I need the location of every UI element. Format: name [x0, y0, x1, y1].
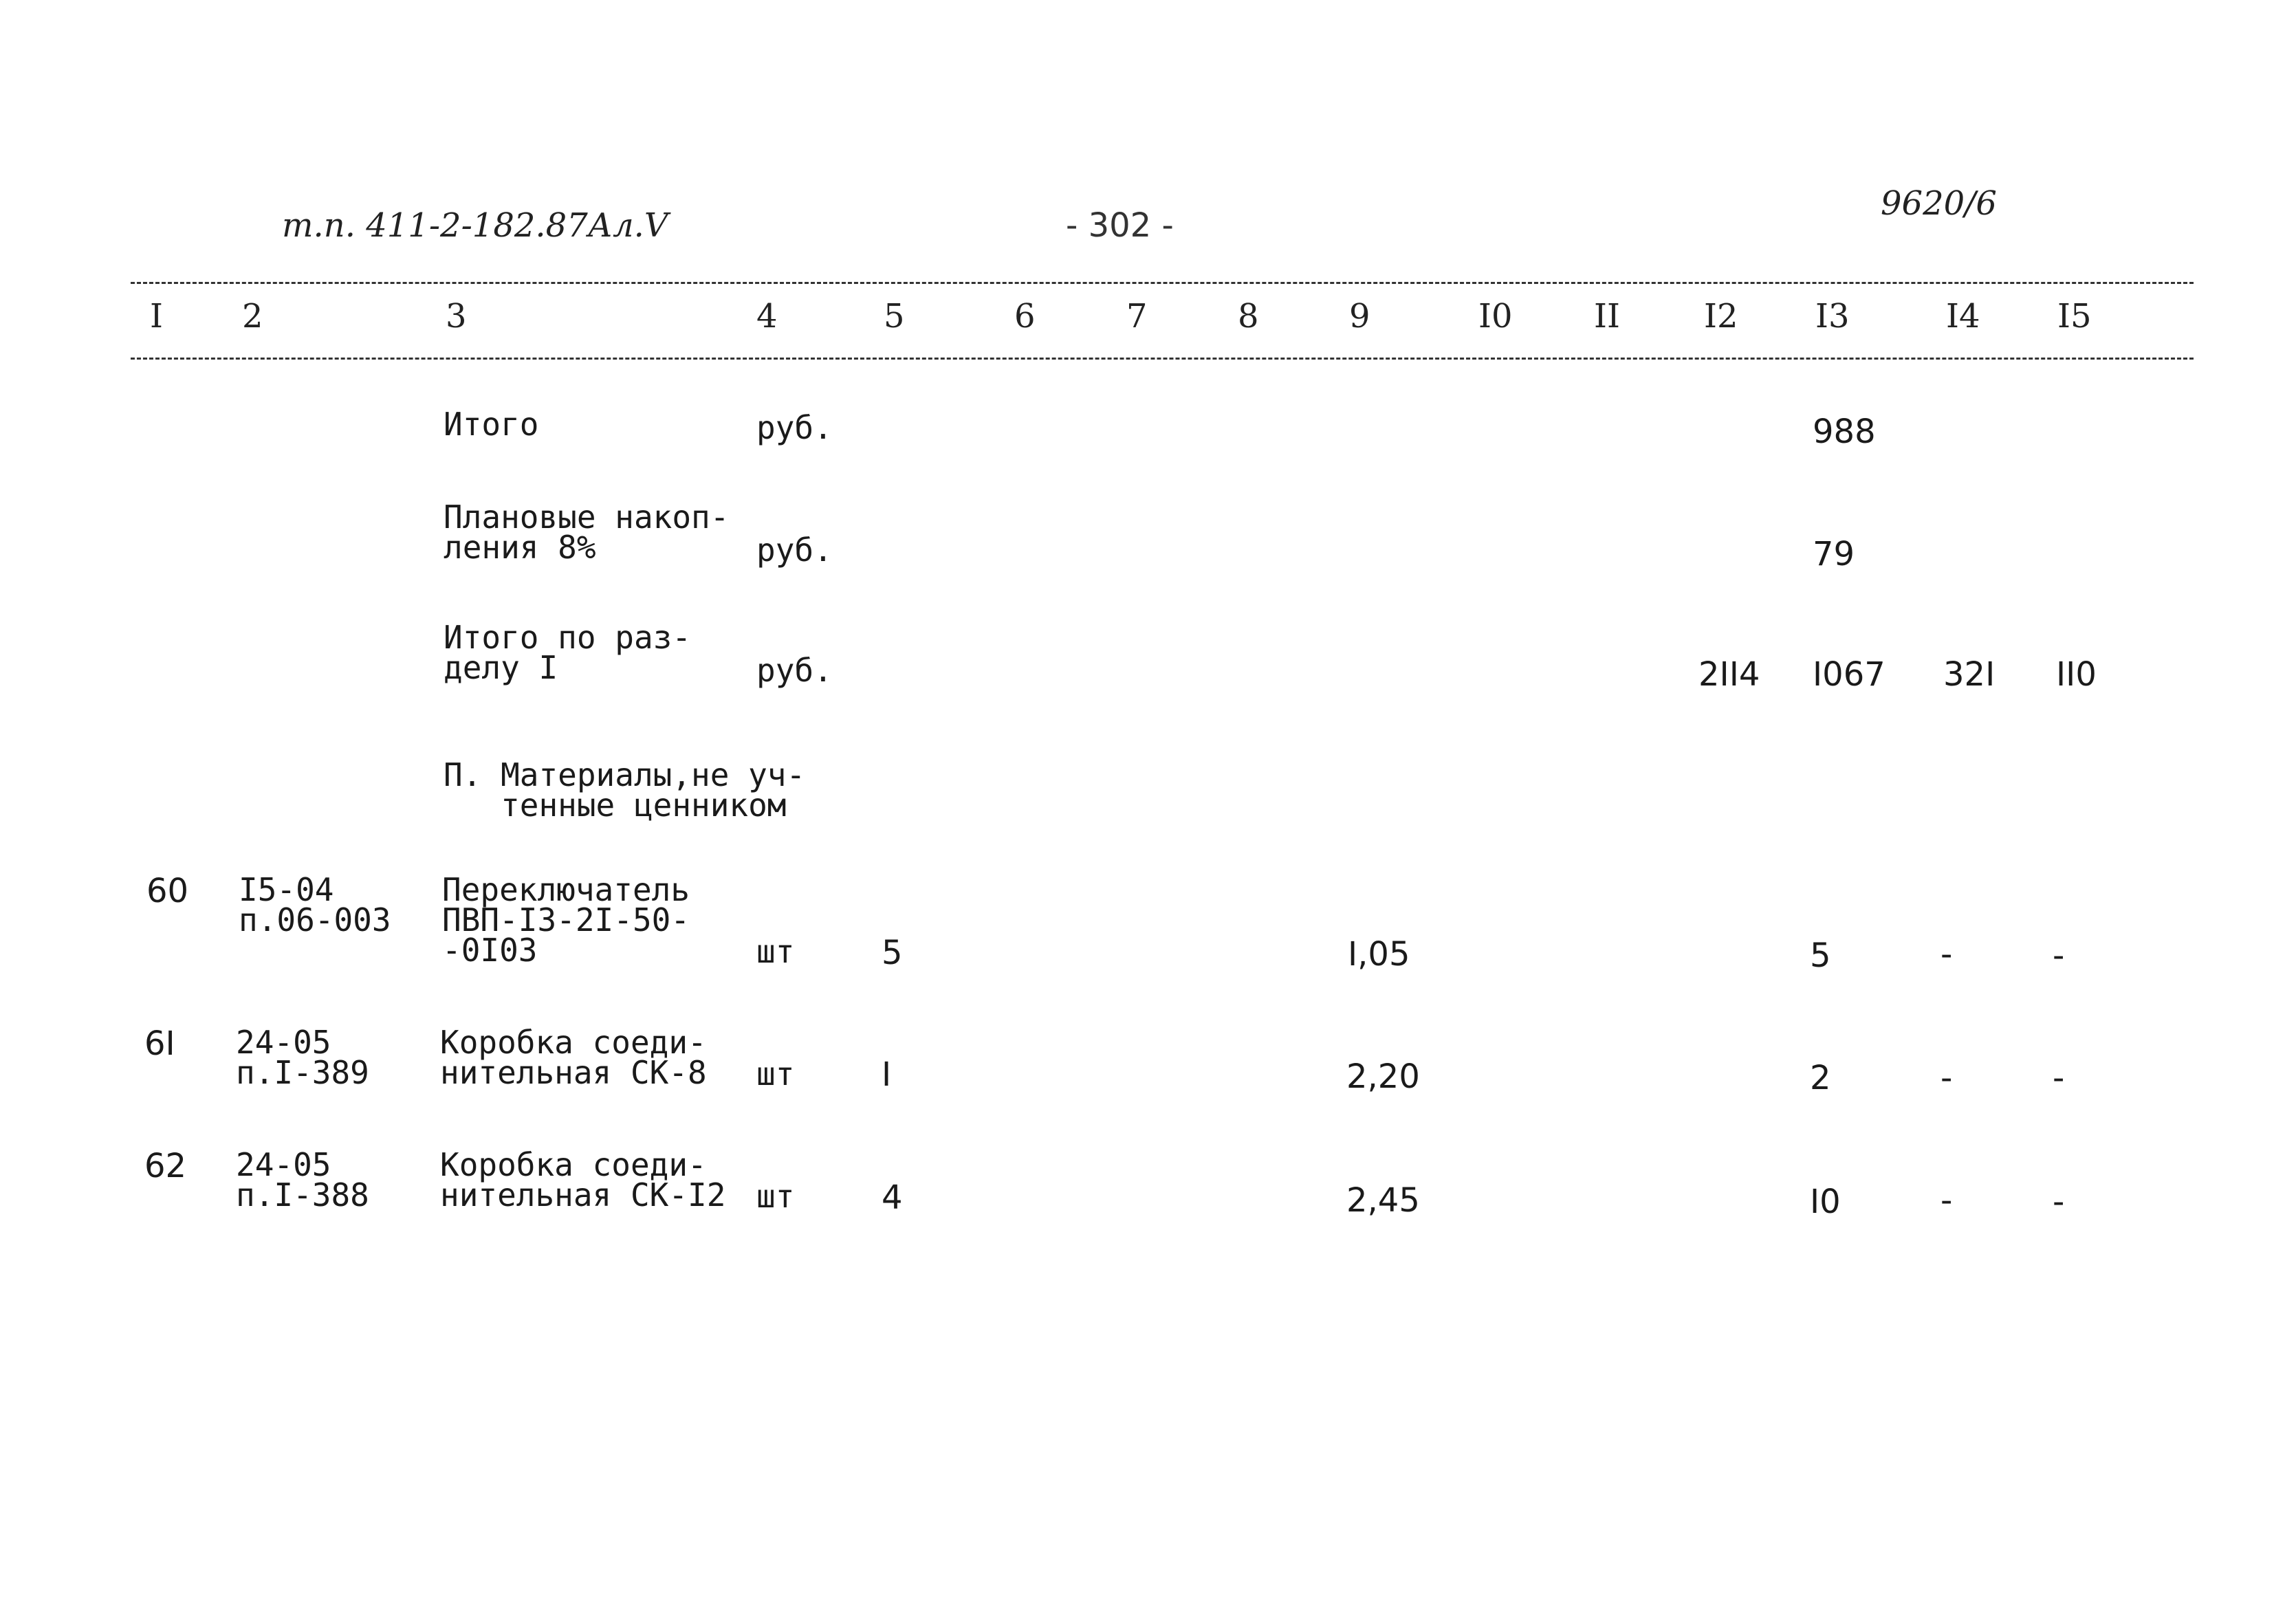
row-col9: I,05 — [1348, 935, 1410, 974]
row-col13: I0 — [1810, 1183, 1841, 1221]
row-qty: 5 — [882, 934, 903, 972]
row-col13: I067 — [1813, 655, 1885, 694]
column-header-10: I0 — [1478, 297, 1513, 336]
row-col9: 2,20 — [1346, 1057, 1420, 1096]
column-header-7: 7 — [1126, 297, 1148, 336]
header-rule-top — [131, 282, 2194, 284]
row-col13: 5 — [1810, 936, 1831, 975]
row-col9: 2,45 — [1346, 1181, 1420, 1220]
column-header-11: II — [1594, 297, 1620, 336]
row-col14: - — [1940, 1059, 1953, 1097]
row-name: Итого — [444, 406, 539, 443]
row-number: 6I — [144, 1024, 175, 1063]
page-number: - 302 - — [1066, 206, 1174, 245]
sheet-number: 9620/6 — [1881, 184, 1997, 223]
row-col12: 2II4 — [1698, 655, 1760, 694]
row-unit: шт — [756, 1178, 795, 1215]
row-code: 24-05 п.I-388 — [236, 1146, 369, 1214]
row-code: I5-04 п.06-003 — [239, 871, 391, 939]
row-number: 62 — [144, 1147, 187, 1185]
header-rule-bottom — [131, 358, 2194, 360]
column-header-5: 5 — [884, 297, 905, 336]
row-qty: I — [882, 1055, 892, 1094]
row-code: 24-05 п.I-389 — [236, 1024, 369, 1091]
row-number: 60 — [146, 872, 189, 910]
row-col15: - — [2053, 1059, 2065, 1097]
row-col14: 32I — [1943, 655, 1996, 694]
row-unit: руб. — [756, 652, 833, 689]
column-header-2: 2 — [242, 297, 263, 336]
row-col14: - — [1940, 1181, 1953, 1220]
row-col14: - — [1940, 935, 1953, 974]
row-name: Итого по раз- делу I — [444, 619, 692, 686]
column-header-9: 9 — [1349, 297, 1370, 336]
row-unit: шт — [756, 933, 795, 970]
column-header-4: 4 — [756, 297, 778, 336]
column-header-14: I4 — [1946, 297, 1980, 336]
row-col15: - — [2053, 936, 2065, 975]
column-header-6: 6 — [1014, 297, 1036, 336]
row-col15: II0 — [2056, 655, 2097, 694]
section-title: П. Материалы,не уч- тенные ценником — [444, 756, 806, 824]
row-col13: 2 — [1810, 1059, 1831, 1097]
row-name: Плановые накоп- ления 8% — [444, 498, 730, 566]
row-unit: руб. — [756, 531, 833, 569]
column-header-12: I2 — [1704, 297, 1738, 336]
row-qty: 4 — [882, 1178, 903, 1217]
column-header-8: 8 — [1238, 297, 1259, 336]
column-header-13: I3 — [1815, 297, 1850, 336]
row-name: Коробка соеди- нительная СК-I2 — [440, 1146, 726, 1214]
column-header-15: I5 — [2057, 297, 2092, 336]
document-code: т.п. 411-2-182.87Ал.V — [282, 206, 668, 245]
row-unit: шт — [756, 1055, 795, 1093]
row-unit: руб. — [756, 409, 833, 446]
row-name: Коробка соеди- нительная СК-8 — [440, 1024, 707, 1091]
row-name: Переключатель ПВП-I3-2I-50- -0I03 — [442, 871, 690, 969]
column-header-3: 3 — [446, 297, 467, 336]
row-col13: 79 — [1813, 535, 1855, 573]
row-col13: 988 — [1813, 413, 1876, 451]
column-header-1: I — [150, 297, 163, 336]
row-col15: - — [2053, 1183, 2065, 1221]
